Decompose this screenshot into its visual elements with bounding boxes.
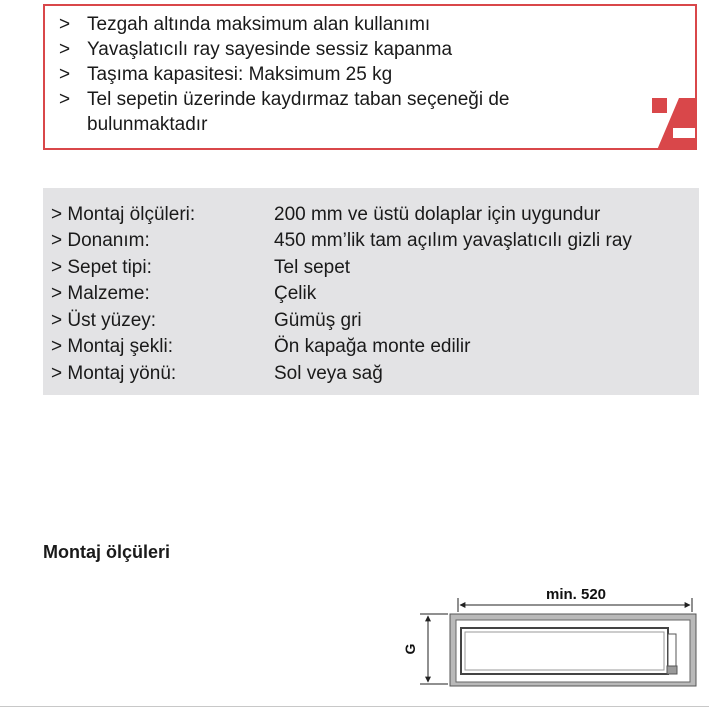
- spec-panel: > Montaj ölçüleri: 200 mm ve üstü dolaplar için uygundur > Donanım: 450 mm’lik tam açılım yavaşlatıcılı gizli ray > Sepet tipi: Tel sepet > Malzeme: Çelik > Üst yüzey: Gümüş gri > Montaj şekli: Ön kapağa monte edilir > Montaj yönü: Sol veya sağ: [43, 188, 699, 395]
- feature-box: [43, 4, 697, 150]
- chevron-right-icon: >: [59, 64, 71, 85]
- brand-logo-icon: [649, 92, 695, 150]
- feature-item: > Tel sepetin üzerinde kaydırmaz taban seçeneği de bulunmaktadır: [59, 89, 510, 135]
- feature-list: [59, 12, 619, 137]
- chevron-right-icon: >: [59, 39, 71, 60]
- bottom-divider: [0, 706, 709, 707]
- chevron-right-icon: >: [59, 14, 71, 35]
- feature-item: > Yavaşlatıcılı ray sayesinde sessiz kapanma: [59, 39, 453, 60]
- feature-item: > Tezgah altında maksimum alan kullanımı: [59, 14, 431, 35]
- feature-item: > Taşıma kapasitesi: Maksimum 25 kg: [59, 64, 393, 85]
- section-title: Montaj ölçüleri: [43, 542, 171, 562]
- chevron-right-icon: >: [59, 89, 71, 110]
- width-dimension-label: min. 520: [545, 586, 607, 603]
- mounting-diagram: [400, 580, 700, 690]
- height-dimension-label: G: [402, 643, 418, 655]
